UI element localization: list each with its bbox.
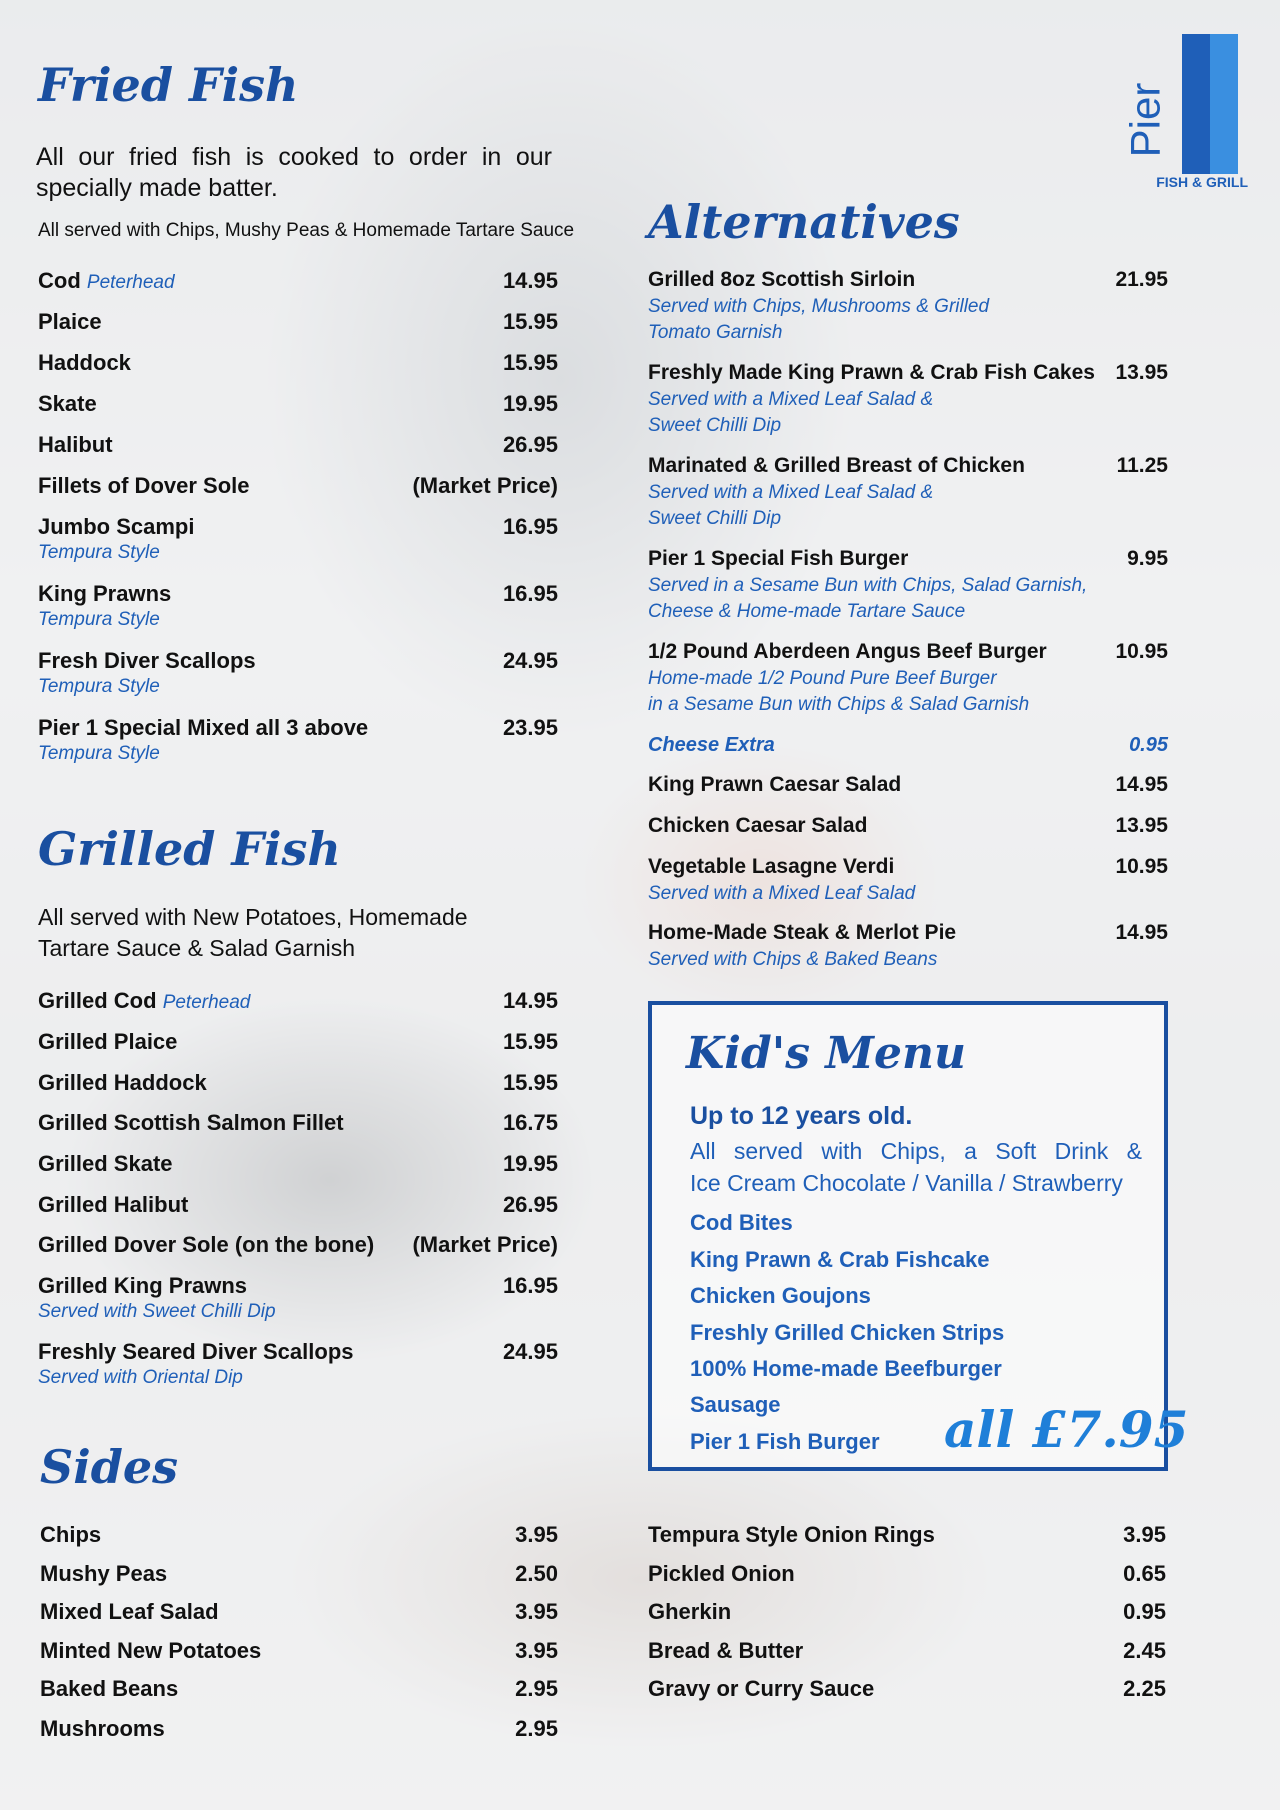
grilled-item: Grilled Plaice 15.95 <box>38 1029 558 1054</box>
alt-item-note: Served with a Mixed Leaf Salad & <box>648 389 934 410</box>
sides-title: Sides <box>40 1440 179 1494</box>
sides-item: Chips 3.95 <box>40 1522 558 1547</box>
fried-item: Cod Peterhead 14.95 <box>38 268 558 293</box>
fried-item: Halibut 26.95 <box>38 432 558 457</box>
sides-item: Mushy Peas 2.50 <box>40 1561 558 1586</box>
alt-item-note: in a Sesame Bun with Chips & Salad Garnish <box>648 694 1030 715</box>
fried-item: Plaice 15.95 <box>38 309 558 334</box>
alt-item-note: Served with Chips & Baked Beans <box>648 949 938 970</box>
fried-item: Jumbo Scampi 16.95 <box>38 514 558 539</box>
fried-item: Haddock 15.95 <box>38 350 558 375</box>
kids-item: Freshly Grilled Chicken Strips <box>690 1320 1005 1345</box>
fried-item-note: Tempura Style <box>38 676 160 697</box>
kids-served-2: Ice Cream Chocolate / Vanilla / Strawberry <box>690 1170 1123 1196</box>
alt-item-note: Sweet Chilli Dip <box>648 508 782 529</box>
fried-intro: All our fried fish is cooked to order in our specially made batter. <box>36 143 552 202</box>
alt-item: Home-Made Steak & Merlot Pie 14.95 <box>648 921 1168 944</box>
fried-served: All served with Chips, Mushy Peas & Homemade Tartare Sauce <box>38 220 575 241</box>
grilled-item: Freshly Seared Diver Scallops 24.95 <box>38 1339 558 1364</box>
kids-title: Kid's Menu <box>686 1028 966 1079</box>
kids-price: all £7.95 <box>944 1400 1189 1459</box>
grilled-served-2: Tartare Sauce & Salad Garnish <box>38 935 356 961</box>
alt-extra: Cheese Extra 0.95 <box>648 734 1168 756</box>
sides-item: Mushrooms 2.95 <box>40 1716 558 1741</box>
kids-item: Cod Bites <box>690 1210 793 1235</box>
fried-item-note: Tempura Style <box>38 542 160 563</box>
sides-item: Gravy or Curry Sauce 2.25 <box>648 1676 1166 1701</box>
alt-item: Chicken Caesar Salad 13.95 <box>648 814 1168 837</box>
kids-item: Chicken Goujons <box>690 1283 871 1308</box>
grilled-served-1: All served with New Potatoes, Homemade <box>38 904 468 930</box>
fried-item: Fresh Diver Scallops 24.95 <box>38 648 558 673</box>
alt-item: Pier 1 Special Fish Burger 9.95 <box>648 547 1168 570</box>
grilled-item: Grilled Cod Peterhead 14.95 <box>38 988 558 1013</box>
alt-item: Marinated & Grilled Breast of Chicken 11.25 <box>648 454 1168 477</box>
sides-item: Gherkin 0.95 <box>648 1599 1166 1624</box>
fried-item-note: Tempura Style <box>38 743 160 764</box>
grilled-item: Grilled King Prawns 16.95 <box>38 1273 558 1298</box>
fried-item: Skate 19.95 <box>38 391 558 416</box>
alt-item-note: Served with a Mixed Leaf Salad <box>648 883 916 904</box>
logo-number <box>1182 34 1238 174</box>
kids-served-1: All served with Chips, a Soft Drink & <box>690 1138 1142 1164</box>
logo-tag: FISH & GRILL <box>1156 174 1248 190</box>
kids-item: King Prawn & Crab Fishcake <box>690 1247 990 1272</box>
alternatives-title: Alternatives <box>648 195 960 249</box>
alt-item: 1/2 Pound Aberdeen Angus Beef Burger 10.95 <box>648 640 1168 663</box>
sides-item: Baked Beans 2.95 <box>40 1676 558 1701</box>
fried-item-note: Tempura Style <box>38 609 160 630</box>
grilled-item: Grilled Skate 19.95 <box>38 1151 558 1176</box>
grilled-item-note: Served with Sweet Chilli Dip <box>38 1301 276 1322</box>
kids-age: Up to 12 years old. <box>690 1102 913 1130</box>
fried-item: King Prawns 16.95 <box>38 581 558 606</box>
alt-item-note: Tomato Garnish <box>648 322 783 343</box>
grilled-title: Grilled Fish <box>38 822 341 876</box>
fried-item: Fillets of Dover Sole (Market Price) <box>38 473 558 498</box>
alt-item-note: Served with Chips, Mushrooms & Grilled <box>648 296 990 317</box>
alt-item: King Prawn Caesar Salad 14.95 <box>648 773 1168 796</box>
sides-item: Pickled Onion 0.65 <box>648 1561 1166 1586</box>
fried-item: Pier 1 Special Mixed all 3 above 23.95 <box>38 715 558 740</box>
logo <box>1121 34 1250 194</box>
sides-item: Minted New Potatoes 3.95 <box>40 1638 558 1663</box>
alt-item-note: Served with a Mixed Leaf Salad & <box>648 482 934 503</box>
kids-item: 100% Home-made Beefburger <box>690 1356 1002 1381</box>
grilled-item: Grilled Halibut 26.95 <box>38 1192 558 1217</box>
alt-item-note: Cheese & Home-made Tartare Sauce <box>648 601 966 622</box>
alt-item: Grilled 8oz Scottish Sirloin 21.95 <box>648 268 1168 291</box>
fried-title: Fried Fish <box>38 58 299 112</box>
alt-item: Vegetable Lasagne Verdi 10.95 <box>648 855 1168 878</box>
sides-item: Mixed Leaf Salad 3.95 <box>40 1599 558 1624</box>
grilled-item-note: Served with Oriental Dip <box>38 1367 243 1388</box>
kids-item: Sausage <box>690 1392 781 1417</box>
grilled-item: Grilled Haddock 15.95 <box>38 1070 558 1095</box>
kids-item: Pier 1 Fish Burger <box>690 1429 880 1454</box>
grilled-item: Grilled Scottish Salmon Fillet 16.75 <box>38 1110 558 1135</box>
alt-item-note: Served in a Sesame Bun with Chips, Salad Garnish, <box>648 575 1088 596</box>
alt-item: Freshly Made King Prawn & Crab Fish Cakes 13.95 <box>648 361 1168 384</box>
sides-item: Bread & Butter 2.45 <box>648 1638 1166 1663</box>
sides-item: Tempura Style Onion Rings 3.95 <box>648 1522 1166 1547</box>
alt-item-note: Home-made 1/2 Pound Pure Beef Burger <box>648 668 997 689</box>
alt-item-note: Sweet Chilli Dip <box>648 415 782 436</box>
logo-brand: Pier <box>1121 82 1169 158</box>
grilled-item: Grilled Dover Sole (on the bone) (Market Price) <box>38 1232 558 1257</box>
